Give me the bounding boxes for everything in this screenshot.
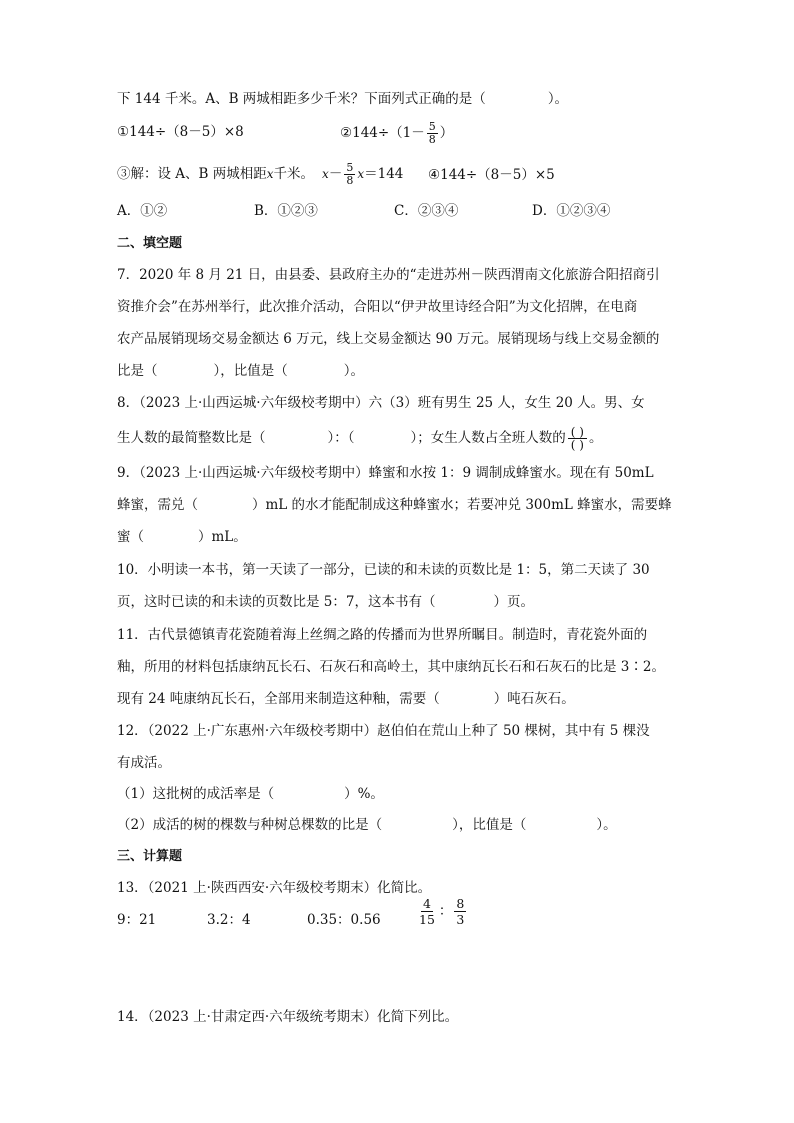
q13-line-1: 13．（2021 上·陕西西安·六年级校考期末）化简比。 bbox=[117, 880, 432, 896]
fraction-numerator: 5 bbox=[346, 161, 354, 174]
q6-option-4-text: ④144÷（8－5）×5 bbox=[428, 167, 555, 183]
q9-line-2 bbox=[117, 496, 672, 514]
q11-line-2: 釉，所用的材料包括康纳瓦长石、石灰石和高岭土，其中康纳瓦长石和石灰石的比是 3∶2。 bbox=[117, 659, 665, 675]
fraction-denominator: ( ) bbox=[570, 438, 584, 452]
q11-line-3 bbox=[117, 690, 575, 708]
q6-options-row1 bbox=[117, 123, 244, 141]
q6-option-3-mid: 千米。 bbox=[273, 166, 315, 182]
q7-line-1: 7．2020 年 8 月 21 日，由县委、县政府主办的“走进苏州－陕西渭南文化旅游合阳招商引 bbox=[117, 267, 660, 283]
fraction-denominator: 3 bbox=[456, 912, 465, 927]
q9-text: ）mL 的水才能配制成这种蜂蜜水；若要冲兑 300mL 蜂蜜水，需要蜂 bbox=[252, 497, 672, 513]
q6-option-3 bbox=[117, 162, 403, 187]
variable-x: x bbox=[322, 167, 329, 181]
fraction-denominator: 15 bbox=[419, 912, 435, 927]
q7-line-4 bbox=[117, 362, 364, 380]
q12-line-2: 有成活。 bbox=[117, 755, 171, 771]
section-heading-calculation: 三、计算题 bbox=[117, 849, 183, 864]
q8-text: ）；女生人数占全班人数的 bbox=[410, 430, 566, 446]
fraction-denominator: 8 bbox=[428, 133, 436, 146]
q7-text: ）。 bbox=[343, 363, 364, 379]
q10-line-1: 10．小明读一本书，第一天读了一部分，已读的和未读的页数比是 1：5，第二天读了 30 bbox=[117, 562, 650, 578]
choice-d-text: D．①②③④ bbox=[532, 203, 611, 219]
choice-d bbox=[532, 202, 610, 220]
choice-c bbox=[394, 202, 458, 220]
q12-text: （2）成活的树的棵数与种树总棵数的比是（ bbox=[117, 817, 383, 833]
q6-option-2 bbox=[340, 121, 453, 146]
choice-c-text: C．②③④ bbox=[394, 203, 459, 219]
q8-text: ）：（ bbox=[327, 430, 355, 446]
q11-text: ）吨石灰石。 bbox=[493, 691, 575, 707]
q11-line-1: 11．古代景德镇青花瓷随着海上丝绸之路的传播而为世界所瞩目。制造时，青花瓷外面的 bbox=[117, 627, 648, 643]
q12-text: （1）这批树的成活率是（ bbox=[117, 786, 275, 802]
choice-b bbox=[254, 202, 318, 220]
q12-text: ），比值是（ bbox=[452, 817, 527, 833]
fraction bbox=[427, 121, 438, 146]
q9-line-1: 9．（2023 上·山西运城·六年级校考期中）蜂蜜和水按 1：9 调制成蜂蜜水。现在有 50mL bbox=[117, 465, 654, 481]
q7-text: 比是（ bbox=[117, 363, 158, 379]
q9-line-3 bbox=[117, 528, 247, 546]
q6-continuation bbox=[117, 90, 568, 108]
q14-line-1: 14．（2023 上·甘肃定西·六年级统考期末）化简下列比。 bbox=[117, 1009, 459, 1025]
q6-option-3-pre: ③解：设 A、B 两城相距 bbox=[117, 166, 267, 182]
fraction bbox=[454, 896, 466, 927]
choice-b-text: B．①②③ bbox=[254, 203, 318, 219]
variable-x: x bbox=[266, 167, 274, 181]
fraction-blank bbox=[568, 426, 587, 451]
fraction-numerator: 4 bbox=[422, 896, 431, 911]
q7-line-2: 资推介会”在苏州举行，此次推介活动，合阳以“伊尹故里诗经合阳”为文化招牌，在电商 bbox=[117, 299, 638, 315]
fraction bbox=[344, 162, 355, 187]
q13-item-4 bbox=[415, 896, 468, 927]
q6-option-4 bbox=[428, 166, 555, 184]
section-heading-fill-in: 二、填空题 bbox=[117, 236, 183, 251]
q12-text: ）%。 bbox=[344, 786, 384, 802]
fraction-denominator: 8 bbox=[346, 174, 354, 187]
fraction-numerator: 5 bbox=[428, 120, 436, 133]
ratio-colon: ： bbox=[438, 903, 453, 919]
q6-option-1: ①144÷（8－5）×8 bbox=[117, 124, 244, 140]
q6-option-2-post: ） bbox=[439, 125, 454, 141]
q6-text-end: ）。 bbox=[547, 91, 569, 107]
q10-text: ）页。 bbox=[493, 594, 534, 610]
q7-line-3: 农产品展销现场交易金额达 6 万元，线上交易金额达 90 万元。展销现场与线上交易金额的 bbox=[117, 331, 660, 347]
q8-line-2 bbox=[117, 426, 602, 451]
variable-x: x bbox=[357, 167, 365, 181]
q8-text: 。 bbox=[588, 430, 603, 446]
q6-text: 下 144 千米。A、B 两城相距多少千米？下面列式正确的是（ bbox=[117, 91, 486, 107]
q13-item-1: 9：21 bbox=[117, 912, 157, 928]
choice-a bbox=[117, 202, 167, 220]
q12-part-2 bbox=[117, 816, 617, 834]
q8-line-1: 8．（2023 上·山西运城·六年级校考期中）六（3）班有男生 25 人，女生 20 人。男、女 bbox=[117, 395, 645, 411]
q8-text: 生人数的最简整数比是（ bbox=[117, 430, 266, 446]
q9-text: 蜂蜜，需兑（ bbox=[117, 497, 198, 513]
q7-text: ），比值是（ bbox=[213, 363, 288, 379]
q11-text: 现有 24 吨康纳瓦长石，全部用来制造这种釉，需要（ bbox=[117, 691, 440, 707]
q12-line-1: 12．（2022 上·广东惠州·六年级校考期中）赵伯伯在荒山上种了 50 棵树，其中有 5 棵没 bbox=[117, 723, 650, 739]
q13-item-3: 0.35：0.56 bbox=[307, 912, 381, 928]
equation-rhs: ＝144 bbox=[364, 166, 404, 182]
q6-option-2-pre: ②144÷（1－ bbox=[340, 125, 425, 141]
q12-text: ）。 bbox=[596, 817, 617, 833]
fraction bbox=[417, 896, 437, 927]
q10-line-2 bbox=[117, 593, 534, 611]
fraction-numerator: 8 bbox=[456, 896, 465, 911]
q12-part-1 bbox=[117, 785, 384, 803]
q9-text: 蜜（ bbox=[117, 529, 144, 545]
q9-text: ）mL。 bbox=[198, 529, 247, 545]
q10-text: 页，这时已读的和未读的页数比是 5：7，这本书有（ bbox=[117, 594, 436, 610]
q13-item-2: 3.2：4 bbox=[207, 912, 251, 928]
minus-sign: － bbox=[328, 166, 343, 182]
fraction-numerator: ( ) bbox=[568, 426, 587, 439]
choice-a-text: A．①② bbox=[117, 203, 168, 219]
